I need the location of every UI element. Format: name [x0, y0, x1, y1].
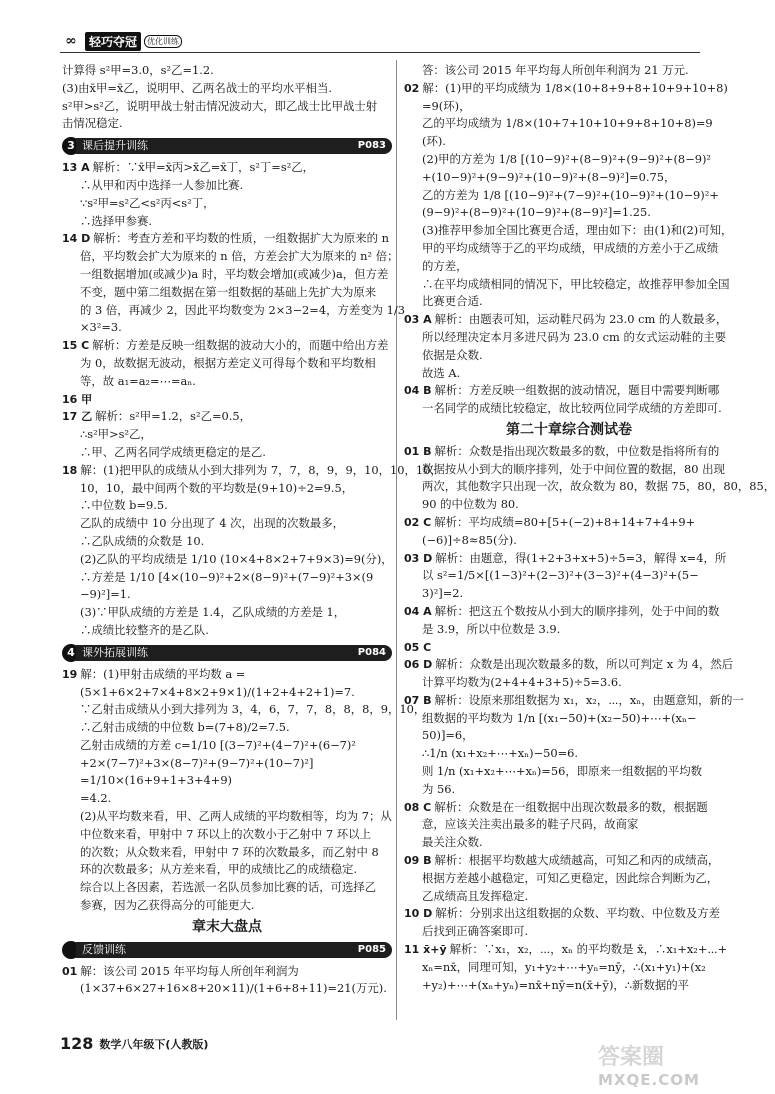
answer-text: 综合以上各因素，若选派一名队员参加比赛的话，可选择乙 [80, 880, 377, 895]
answer-text: (3)推荐甲参加全国比赛更合适，理由如下：由(1)和(2)可知， [422, 223, 733, 238]
text-line: 击情况稳定. [62, 116, 123, 131]
answer-continuation [404, 745, 734, 763]
question-number: 18 [62, 463, 78, 477]
section-4-number: 4 [62, 644, 80, 662]
question-number: 11 x̄+ȳ [404, 943, 447, 957]
column-divider [396, 60, 397, 1020]
text-line: 计算得 s²甲=3.0，s²乙=1.2. [62, 63, 214, 77]
answer-line [404, 656, 734, 674]
answer-text: 倍，平均数会扩大为原来的 n 倍，方差会扩大为原来的 n² 倍； [80, 249, 399, 264]
text-line: s²甲>s²乙，说明甲战士射击情况波动大，即乙战士比甲战士射 [62, 98, 378, 113]
answer-continuation [62, 195, 392, 213]
answer-continuation [62, 551, 392, 569]
answer-text: ∵乙射击成绩从小到大排列为 3，4，6，7，7，8，8，8，9，10， [80, 702, 426, 717]
question-number: 04 B [404, 384, 432, 398]
answer-continuation [62, 373, 392, 391]
answer-text: 10，10，最中间两个数的平均数是(9+10)÷2=9.5， [80, 480, 354, 495]
answer-text: +y₂)+⋯+(xₙ+yₙ)=nx̄+nȳ=n(x̄+ȳ)，∴新数据的平 [422, 977, 689, 992]
answer-text: 乙成绩高且发挥稳定. [422, 888, 529, 903]
answer-line [404, 852, 734, 870]
answer-line [62, 963, 392, 981]
answer-text: ∴甲、乙两名同学成绩更稳定的是乙. [80, 444, 266, 459]
question-number: 05 C [404, 640, 432, 654]
question-number: 01 [62, 964, 78, 978]
answer-continuation [62, 444, 392, 462]
answer-text: 一名同学的成绩比较稳定，故比较两位同学成绩的方差即可. [422, 401, 722, 416]
answer-continuation [404, 567, 734, 585]
answer-continuation [404, 400, 734, 418]
answer-continuation [62, 897, 392, 915]
answer-text: −9)²]=1. [80, 587, 131, 602]
answer-continuation [62, 213, 392, 231]
answer-continuation [404, 621, 734, 639]
answer-text: 解析：由题表可知，运动鞋尺码为 23.0 cm 的人数最多， [434, 312, 728, 327]
answer-text: (3)∵甲队成绩的方差是 1.4，乙队成绩的方差是 1， [80, 605, 346, 620]
answer-text: 3)²]=2. [422, 586, 464, 601]
answer-text: ∴1/n (x₁+x₂+⋯+xₙ)−50=6. [422, 746, 578, 761]
answer-continuation [62, 980, 392, 998]
answer-text: 50)]=6， [422, 728, 474, 743]
answer-continuation [62, 844, 392, 862]
answer-text: (环). [422, 134, 446, 149]
answer-continuation [404, 763, 734, 781]
book-title: 数学八年级下(人教版) [99, 1037, 209, 1051]
answer-text: =4.2. [80, 791, 112, 806]
answer-text: 解：(1)甲射击成绩的平均数 a = [80, 666, 246, 681]
section-3-title: 课后提升训练 [76, 138, 392, 154]
section-3-code: P083 [357, 140, 386, 152]
answer-continuation [404, 365, 734, 383]
answer-text: (9−9)²+(8−9)²+(10−9)²+(8−9)²]=1.25. [422, 205, 651, 220]
answer-continuation [404, 834, 734, 852]
answer-continuation [62, 755, 392, 773]
answer-continuation [404, 977, 734, 995]
brand-name: 轻巧夺冠 [85, 32, 141, 51]
answer-continuation [62, 266, 392, 284]
answer-continuation [404, 187, 734, 205]
answer-continuation [62, 284, 392, 302]
answer-continuation [62, 737, 392, 755]
question-number: 07 B [404, 693, 432, 707]
answer-continuation [404, 347, 734, 365]
answer-line [404, 905, 734, 923]
answer-text: 解析：分别求出这组数据的众数、平均数、中位数及方差 [435, 906, 721, 921]
answer-text: ∴成绩比较整齐的是乙队. [80, 622, 209, 637]
left-top-block [62, 62, 392, 133]
section-3-bar [62, 137, 392, 155]
page-header [60, 30, 700, 53]
answer-line [62, 666, 392, 684]
answer-continuation [62, 319, 392, 337]
answer-continuation [62, 719, 392, 737]
answer-continuation [404, 532, 734, 550]
answer-continuation [404, 585, 734, 603]
answer-line [404, 382, 734, 400]
answer-text: 数据按从小到大的顺序排列，处于中间位置的数据，80 出现 [422, 461, 725, 476]
answer-continuation [404, 115, 734, 133]
answer-continuation [404, 276, 734, 294]
right-answers-block [404, 62, 734, 418]
answer-text: 90 的中位数为 80. [422, 497, 519, 512]
answer-text: 等，故 a₁=a₂=⋯=aₙ. [80, 373, 196, 388]
answer-line [404, 799, 734, 817]
answer-text: 解析：众数是在一组数据中出现次数最多的数，根据题 [434, 799, 708, 814]
answer-continuation [62, 177, 392, 195]
answer-continuation [404, 329, 734, 347]
brand-tag: 优化训练 [144, 35, 182, 48]
feedback-section-bar [62, 941, 392, 959]
answer-continuation [62, 480, 392, 498]
answer-continuation [62, 622, 392, 640]
answer-text: 一组数据增加(或减少)a 时，平均数会增加(或减少)a，但方差 [80, 266, 389, 281]
answer-text: (5×1+6×2+7×4+8×2+9×1)/(1+2+4+2+1)=7. [80, 684, 355, 699]
answer-text: 两次，其他数字只出现一次，故众数为 80，数据 75，80，80，85， [422, 479, 775, 494]
section-4-code: P084 [357, 646, 386, 658]
answer-continuation [62, 302, 405, 320]
answer-text: 解析：考查方差和平均数的性质，一组数据扩大为原来的 n [93, 231, 390, 246]
answer-text: 解析：方差反映一组数据的波动情况，题目中需要判断哪 [434, 383, 720, 398]
answer-line [62, 159, 392, 177]
question-number: 03 A [404, 313, 432, 327]
section-4-title: 课外拓展训练 [76, 645, 392, 661]
answer-continuation [404, 727, 734, 745]
answer-text: 意，应该关注卖出最多的鞋子尺码，故商家 [422, 817, 639, 832]
answer-continuation [62, 569, 392, 587]
answer-line [404, 443, 734, 461]
brand-logo-icon: ∞ [65, 33, 77, 49]
right-column [404, 62, 775, 994]
answer-text: 依据是众数. [422, 347, 483, 362]
question-number: 17 乙 [62, 410, 93, 424]
answer-line [404, 550, 734, 568]
answer-text: 答：该公司 2015 年平均每人所创年利润为 21 万元. [422, 63, 689, 77]
question-number: 08 C [404, 800, 432, 814]
answer-text: 解析：众数是指出现次数最多的数，中位数是指将所有的 [434, 443, 720, 458]
question-number: 03 D [404, 551, 433, 565]
answer-line [404, 603, 734, 621]
answer-line [404, 941, 734, 959]
answer-text: 解析：s²甲=1.2，s²乙=0.5， [95, 409, 252, 424]
answer-continuation [404, 888, 734, 906]
answer-text: 解：(1)把甲队的成绩从小到大排列为 7，7，8，9，9，10，10，10， [80, 462, 442, 477]
watermark-url: MXQE.COM [598, 1071, 700, 1089]
answer-text: 后找到正确答案即可. [422, 924, 529, 939]
answer-text: 故选 A. [422, 365, 461, 380]
answer-text: xₙ=nx̄，同理可知，y₁+y₂+⋯+yₙ=nȳ，∴(x₁+y₁)+(x₂ [422, 959, 706, 974]
question-number: 10 D [404, 907, 433, 921]
watermark-logo [598, 1040, 748, 1090]
answer-text: (2)从平均数来看，甲、乙两人成绩的平均数相等，均为 7；从 [80, 809, 392, 824]
answer-continuation [404, 258, 734, 276]
answer-continuation [404, 133, 734, 151]
section-4-bar [62, 644, 392, 662]
watermark-badge: 答案圈 [598, 1045, 665, 1070]
answer-text: 解：(1)甲的平均成绩为 1/8×(10+8+9+8+10+9+10+8) [422, 80, 728, 95]
answer-continuation [62, 772, 392, 790]
answer-continuation [62, 355, 392, 373]
answer-continuation [404, 496, 734, 514]
answer-line [62, 408, 392, 426]
answer-text: 解析：众数是出现次数最多的数，所以可判定 x 为 4，然后 [435, 657, 734, 672]
answer-text: ∴乙射击成绩的中位数 b=(7+8)/2=7.5. [80, 720, 290, 735]
answer-text: 组数据的平均数为 1/n [(x₁−50)+(x₂−50)+⋯+(xₙ− [422, 710, 697, 725]
answer-text: ∴从甲和丙中选择一人参加比赛. [80, 177, 244, 192]
answer-text: 比赛更合适. [422, 294, 483, 309]
answer-continuation [404, 62, 734, 80]
answer-continuation [62, 790, 392, 808]
section-3-number: 3 [62, 137, 80, 155]
answer-text: (2)甲的方差为 1/8 [(10−9)²+(8−9)²+(9−9)²+(8−9)² [422, 151, 711, 166]
answer-continuation [62, 533, 392, 551]
answer-continuation [62, 497, 392, 515]
answer-continuation [404, 204, 734, 222]
answer-text: 以 s²=1/5×[(1−3)²+(2−3)²+(3−3)²+(4−3)²+(5− [422, 568, 699, 583]
answer-line [404, 311, 734, 329]
answer-text: 不变，题中第二组数据在第一组数据的基础上先扩大为原来 [80, 284, 377, 299]
answer-continuation [62, 808, 392, 826]
answer-text: 解析：平均成绩=80+[5+(−2)+8+14+7+4+9+ [434, 514, 696, 529]
answer-text: 参赛，因为乙获得高分的可能更大. [80, 898, 255, 913]
page-footer [60, 1034, 208, 1053]
answer-text: 是 3.9，所以中位数是 3.9. [422, 621, 561, 636]
answer-text: =1/10×(16+9+1+3+4+9) [80, 773, 233, 788]
answer-text: ∴乙队成绩的众数是 10. [80, 533, 205, 548]
question-number: 14 D [62, 232, 91, 246]
brand [60, 32, 182, 51]
answer-text: 甲的平均成绩等于乙的平均成绩，甲成绩的方差小于乙成绩 [422, 240, 719, 255]
answer-text: 为 0，故数据无波动，根据方差定义可得每个数和平均数相 [80, 355, 376, 370]
answer-continuation [404, 870, 734, 888]
chapter-test-answers [404, 443, 775, 995]
answer-text: 解析：∵x₁，x₂，⋯，xₙ 的平均数是 x̄，∴x₁+x₂+⋯+ [449, 942, 728, 957]
answer-text: 解析：把这五个数按从小到大的顺序排列，处于中间的数 [434, 603, 720, 618]
answer-continuation [404, 781, 734, 799]
answer-text: ∵s²甲=s²乙<s²丙<s²丁， [80, 195, 215, 210]
question-number: 19 [62, 667, 78, 681]
answer-continuation [404, 478, 775, 496]
answer-text: ×3²=3. [80, 320, 122, 335]
page-number: 128 [60, 1034, 94, 1053]
answer-text: 根据方差越小越稳定，可知乙更稳定，因此综合判断为乙， [422, 870, 719, 885]
answer-text: =9(环)， [422, 98, 471, 113]
answer-text: 乙的方差为 1/8 [(10−9)²+(7−9)²+(10−9)²+(10−9)²+ [422, 187, 719, 202]
answer-line [62, 462, 442, 480]
answer-continuation [404, 222, 734, 240]
question-number: 04 A [404, 604, 432, 618]
answer-text: 乙的平均成绩为 1/8×(10+7+10+10+9+8+10+8)=9 [422, 116, 713, 131]
answer-text: 解析：由题意，得(1+2+3+x+5)÷5=3，解得 x=4，所 [435, 550, 727, 565]
question-number: 15 C [62, 339, 90, 353]
answer-text: 解析：∵x̄甲=x̄丙>x̄乙=x̄丁，s²丁=s²乙， [92, 160, 315, 175]
answer-text: +(10−9)²+(9−9)²+(10−9)²+(8−9)²]=0.75， [422, 169, 676, 184]
question-number: 13 A [62, 161, 90, 175]
answer-line [62, 337, 392, 355]
answer-text: ∴在平均成绩相同的情况下，甲比较稳定，故推荐甲参加全国 [422, 276, 730, 291]
answer-continuation [62, 826, 392, 844]
answer-text: 乙射击成绩的方差 c=1/10 [(3−7)²+(4−7)²+(6−7)² [80, 737, 356, 752]
answer-continuation [404, 461, 734, 479]
answer-text: +2×(7−7)²+3×(8−7)²+(9−7)²+(10−7)²] [80, 755, 314, 770]
answer-text: ∴选择甲参赛. [80, 213, 152, 228]
answer-text: 的次数；从众数来看，甲射中 7 环的次数最多，而乙射中 8 [80, 844, 379, 859]
answer-continuation [62, 604, 392, 622]
answer-continuation [404, 959, 734, 977]
text-line: (3)由x̄甲=x̄乙，说明甲、乙两名战士的平均水平相当. [62, 80, 332, 95]
question-number: 01 B [404, 444, 432, 458]
chapter-test-heading: 第二十章综合测试卷 [506, 421, 632, 438]
answer-text: 的 3 倍，再减少 2，因此平均数变为 2×3−2=4，方差变为 1/3 [80, 302, 405, 317]
answer-continuation [62, 426, 392, 444]
answer-text: 解析：根据平均数越大成绩越高，可知乙和丙的成绩高， [434, 853, 720, 868]
answer-continuation [62, 515, 392, 533]
answer-continuation [404, 816, 734, 834]
answer-continuation [62, 586, 392, 604]
answer-line [404, 692, 744, 710]
answer-text: (2)乙队的平均成绩是 1/10 (10×4+8×2+7+9×3)=9(分)， [80, 551, 393, 566]
answer-continuation [62, 684, 392, 702]
answer-text: 为 56. [422, 781, 456, 796]
answer-text: (−6)]÷8≈85(分). [422, 532, 517, 547]
answer-line [62, 230, 392, 248]
answer-text: 环的次数最多；从方差来看，甲的成绩比乙的成绩稳定. [80, 862, 357, 877]
answer-continuation [62, 861, 392, 879]
answer-text: 则 1/n (x₁+x₂+⋯+xₙ)=56，即原来一组数据的平均数 [422, 764, 703, 779]
answer-continuation [62, 879, 392, 897]
chapter-review-heading: 章末大盘点 [192, 918, 262, 935]
answer-text: 最关注众数. [422, 835, 483, 850]
feedback-content [62, 963, 392, 999]
answer-continuation [404, 710, 734, 728]
feedback-section-title: 反馈训练 [76, 942, 392, 958]
answer-text: (1×37+6×27+16×8+20×11)/(1+6+8+11)=21(万元). [80, 981, 387, 996]
feedback-section-code: P085 [357, 943, 386, 955]
answer-line [404, 80, 734, 98]
answer-text: 解析：设原来那组数据为 x₁，x₂，⋯，xₙ，由题意知，新的一 [434, 692, 744, 707]
question-number: 09 B [404, 854, 432, 868]
answer-text: 所以经理决定本月多进尺码为 23.0 cm 的女式运动鞋的主要 [422, 329, 726, 344]
answer-text: 中位数来看，甲射中 7 环以上的次数小于乙射中 7 环以上 [80, 826, 371, 841]
answer-text: ∴中位数 b=9.5. [80, 498, 168, 513]
answer-continuation [404, 169, 734, 187]
answer-text: 的方差， [422, 258, 468, 273]
answer-line [404, 514, 734, 532]
answer-continuation [404, 98, 734, 116]
answer-continuation [404, 240, 734, 258]
question-number: 02 [404, 81, 420, 95]
question-number: 02 C [404, 515, 432, 529]
answer-continuation [62, 701, 426, 719]
answer-text: ∴s²甲>s²乙， [80, 427, 152, 442]
answer-line [62, 391, 392, 409]
answer-text: 计算平均数为(2+4+4+3+5)÷5=3.6. [422, 675, 622, 690]
answer-continuation [404, 293, 734, 311]
answer-continuation [404, 151, 734, 169]
answer-line [404, 639, 734, 657]
question-number: 16 甲 [62, 392, 93, 406]
question-number: 06 D [404, 658, 433, 672]
answer-text: 解析：方差是反映一组数据的波动大小的，而题中给出方差 [92, 338, 389, 353]
answer-continuation [62, 248, 399, 266]
answer-continuation [404, 674, 734, 692]
answer-continuation [404, 923, 734, 941]
answer-text: ∴方差是 1/10 [4×(10−9)²+2×(8−9)²+(7−9)²+3×(9 [80, 569, 374, 584]
answer-text: 乙队的成绩中 10 分出现了 4 次，出现的次数最多， [80, 516, 345, 531]
answer-text: 解：该公司 2015 年平均每人所创年利润为 [80, 963, 299, 978]
